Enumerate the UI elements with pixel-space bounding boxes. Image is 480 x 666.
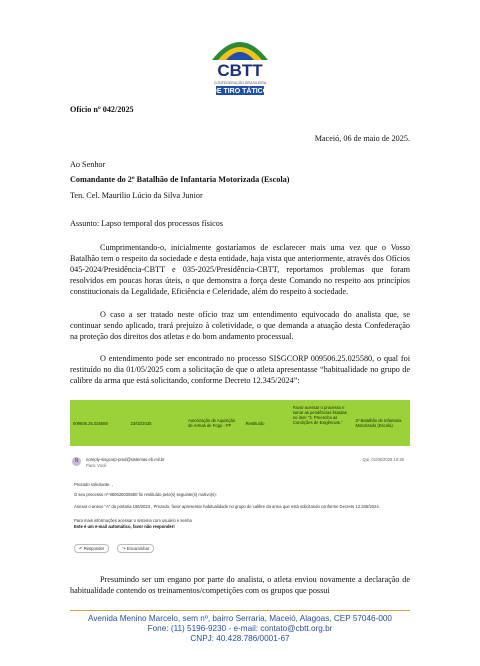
process-status-bar xyxy=(70,400,410,446)
email-line-4: Este é um e-mail automático, favor não responder! xyxy=(74,524,175,529)
oficio-number: Ofício nº 042/2025 xyxy=(70,105,134,114)
forward-button[interactable]: ↷ Encaminhar xyxy=(117,544,154,553)
logo-tagline: DE TIRO TÁTICO xyxy=(211,88,269,95)
process-unit-cell: 2º Batalhão de Infantaria Motorizado (Escola) xyxy=(355,418,402,428)
reply-label: Responder xyxy=(83,546,105,551)
process-note-cell: Favor acessar o processo e sanar as pendências listadas no item "3. Preencha as Condições de Exigências." xyxy=(292,405,347,425)
email-date: Qui, 01/05/2025 10:36 xyxy=(362,457,404,462)
footer-address: Avenida Menino Marcelo, sem nº, bairro Serraria, Maceió, Alagoas, CEP 57046-000 xyxy=(88,614,392,623)
footer-contact: Fone: (11) 5196-9230 - e-mail: contato@cbtt.org.br xyxy=(147,624,333,633)
email-header xyxy=(70,454,410,472)
forward-label: Encaminhar xyxy=(126,546,150,551)
process-date-cell: 23/02/2025 xyxy=(130,420,152,426)
recipient-name: Ten. Cel. Maurilio Lúcio da Silva Junior xyxy=(70,191,203,200)
email-from: noreply-sisgcorp-prod@sistemas.eb.mil.br xyxy=(86,457,165,462)
email-line-1: O seu processo nº 950625025580 foi restituído pelo(s) seguinte(s) motivo(s): xyxy=(74,492,217,497)
email-line-3: Para mais informações acessar o sistema com usuário e senha xyxy=(74,518,192,523)
cbtt-logo xyxy=(204,30,276,98)
city-date: Maceió, 06 de maio de 2025. xyxy=(314,134,410,143)
paragraph-4: Presumindo ser um engano por parte do analista, o atleta enviou novamente a declaração de habitualidade contendo os treinamentos/competições com os grupos que possui xyxy=(70,575,410,595)
process-number-cell: 009506.25.025580 xyxy=(73,420,108,426)
paragraph-1: Cumprimentando-o, inicialmente gostaríamos de esclarecer mais uma vez que o Vosso Batalhão tem o respeito da sociedade e desta entidade, haja vista que anteriormente, através dos Ofícios 045-2024/Presidência-CBTT e 035-2025/Presidência-CBTT, reportamos problemas que foram resolvidos em poucas horas úteis, o que demonstra a força deste Comando no respeito aos princípios constitucionais da Legalidade, Eficiência e Celeridade, além do respeito à sociedade. xyxy=(70,243,410,296)
paragraph-2: O caso a ser tratado neste ofício traz um entendimento equivocado do analista que, se continuar sendo aplicado, trará prejuízo à coletividade, o que demanda a atuação desta Confederação na proteção dos direitos dos atletas e do bom andamento processual. xyxy=(70,310,410,341)
recipient-title: Comandante do 2º Batalhão de Infantaria Motorizada (Escola) xyxy=(70,175,290,184)
reply-button[interactable]: ↶ Responder xyxy=(74,544,109,553)
footer-cnpj: CNPJ: 40.428.786/0001-67 xyxy=(190,634,290,643)
subject-line: Assunto: Lapso temporal dos processos físicos xyxy=(70,219,224,228)
process-type-cell: Autorização de Aquisição de Armas de Fogo - PF xyxy=(188,418,236,428)
paragraph-3: O entendimento pode ser encontrado no processo SISGCORP 009506.25.025580, o qual foi restituído no dia 01/05/2025 com a solicitação de que o atleta apresentasse “habitualidade no grupo de calibre da arma que está solicitando, conforme Decreto 12.345/2024”: xyxy=(70,354,410,385)
email-screenshot xyxy=(70,400,410,558)
process-status-cell: Restituído xyxy=(245,420,265,426)
logo-subtitle: CONFEDERAÇÃO BRASILEIRA xyxy=(213,81,267,85)
email-greeting: Prezado solicitante, , xyxy=(74,482,113,487)
logo-emblem-icon xyxy=(204,30,276,98)
email-actions xyxy=(74,544,154,553)
footer-divider xyxy=(70,610,410,611)
logo-text: CBTT xyxy=(217,61,263,80)
avatar: N xyxy=(72,457,81,466)
email-line-2: Anexar o anexo "A" da portaria 166/2023 , Prezado, favor apresentar habitualidade no grupo de calibre da arma que está solicitando conforme Decreto 12.345/2024. xyxy=(74,504,380,509)
email-to: Para: Você xyxy=(86,463,107,468)
salutation: Ao Senhor xyxy=(70,160,106,169)
